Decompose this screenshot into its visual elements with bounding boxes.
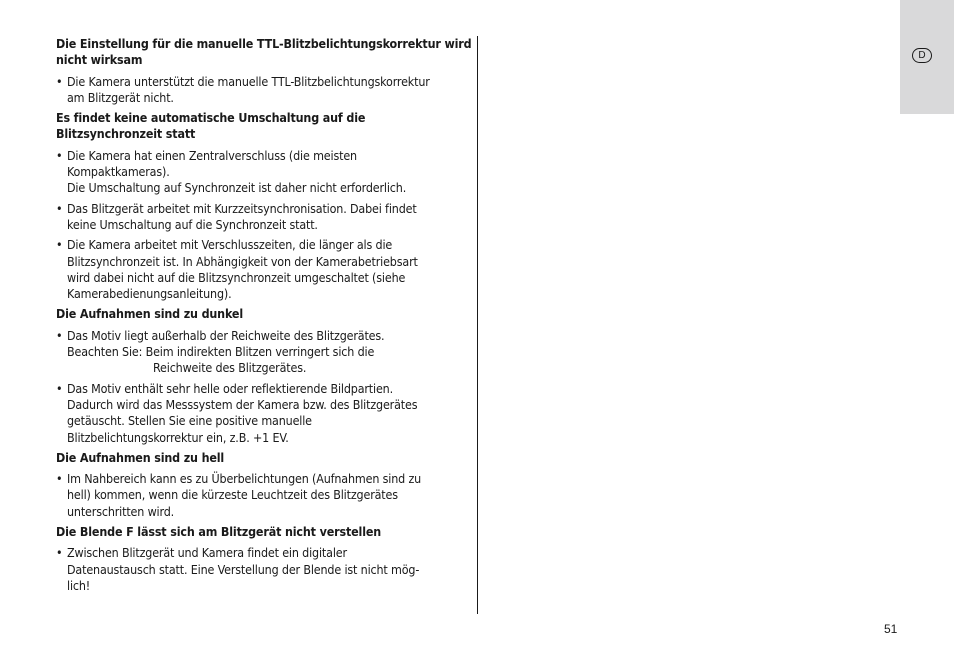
heading-line: nicht wirksam [56, 52, 143, 68]
section-too-bright [56, 450, 468, 520]
bullet-item [56, 381, 468, 446]
section-heading [56, 450, 468, 466]
bullet-item [56, 328, 468, 377]
bullet-icon: • [56, 471, 63, 487]
heading-line: Blitzsynchronzeit statt [56, 126, 196, 142]
bullet-item [56, 545, 468, 594]
language-badge: D [912, 48, 932, 63]
bullet-item [56, 237, 468, 302]
bullet-item [56, 201, 468, 234]
bullet-line: Das Blitzgerät arbeitet mit Kurzzeitsynchronisation. Dabei findet [67, 200, 417, 216]
bullet-item [56, 148, 468, 197]
bullet-item [56, 74, 468, 107]
bullet-icon: • [56, 147, 63, 163]
bullet-line: unterschritten wird. [67, 503, 175, 519]
section-sync-time [56, 110, 468, 302]
heading-line: Die Aufnahmen sind zu hell [56, 449, 225, 465]
heading-line: Die Blende F lässt sich am Blitzgerät nicht verstellen [56, 524, 382, 540]
bullet-line: Die Kamera arbeitet mit Verschlusszeiten, die länger als die [67, 237, 393, 253]
bullet-line: hell) kommen, wenn die kürzeste Leuchtzeit des Blitzgerätes [67, 487, 398, 503]
section-aperture [56, 524, 468, 594]
bullet-line: Kompaktkameras). [67, 164, 170, 180]
bullet-line: keine Umschaltung auf die Synchronzeit statt. [67, 216, 318, 232]
section-heading [56, 110, 468, 143]
heading-line: Die Aufnahmen sind zu dunkel [56, 306, 243, 322]
bullet-line: Die Kamera hat einen Zentralverschluss (die meisten [67, 147, 357, 163]
bullet-line: Im Nahbereich kann es zu Überbelichtungen (Aufnahmen sind zu [67, 471, 422, 487]
bullet-line: Beachten Sie: Beim indirekten Blitzen verringert sich die [67, 344, 375, 360]
heading-line: Die Einstellung für die manuelle TTL-Blitzbelichtungskorrektur wird [56, 36, 472, 51]
bullet-line: Reichweite des Blitzgerätes. [153, 360, 307, 376]
bullet-line: Die Umschaltung auf Synchronzeit ist daher nicht erforderlich. [67, 180, 407, 196]
bullet-line: Kamerabedienungsanleitung). [67, 286, 232, 302]
section-heading [56, 306, 468, 322]
bullet-icon: • [56, 545, 63, 561]
bullet-icon: • [56, 237, 63, 253]
bullet-line: Dadurch wird das Messsystem der Kamera bzw. des Blitzgerätes [67, 396, 418, 412]
bullet-item [56, 471, 468, 520]
bullet-line: getäuscht. Stellen Sie eine positive manuelle [67, 413, 312, 429]
bullet-line: Zwischen Blitzgerät und Kamera findet ein digitaler [67, 545, 347, 561]
bullet-line: Die Kamera unterstützt die manuelle TTL-Blitzbelichtungskorrektur [67, 73, 430, 89]
bullet-line: lich! [67, 577, 91, 593]
bullet-line: Datenaustausch statt. Eine Verstellung der Blende ist nicht mög- [67, 561, 420, 577]
section-heading [56, 524, 468, 540]
bullet-icon: • [56, 73, 63, 89]
heading-line: Es findet keine automatische Umschaltung auf die [56, 110, 366, 126]
section-too-dark [56, 306, 468, 445]
bullet-line: am Blitzgerät nicht. [67, 89, 174, 105]
bullet-icon: • [56, 200, 63, 216]
bullet-line: wird dabei nicht auf die Blitzsynchronzeit umgeschaltet (siehe [67, 269, 406, 285]
page-number: 51 [884, 622, 898, 636]
bullet-icon: • [56, 327, 63, 343]
bullet-line: Das Motiv enthält sehr helle oder reflektierende Bildpartien. [67, 380, 393, 396]
text-column [56, 36, 472, 598]
bullet-line: Blitzbelichtungskorrektur ein, z.B. +1 EV. [67, 429, 289, 445]
bullet-line: Blitzsynchronzeit ist. In Abhängigkeit von der Kamerabetriebsart [67, 253, 418, 269]
column-divider [477, 36, 478, 614]
bullet-icon: • [56, 380, 63, 396]
bullet-line: Das Motiv liegt außerhalb der Reichweite des Blitzgerätes. [67, 327, 385, 343]
section-heading [56, 36, 472, 69]
section-ttl-correction [56, 36, 472, 106]
